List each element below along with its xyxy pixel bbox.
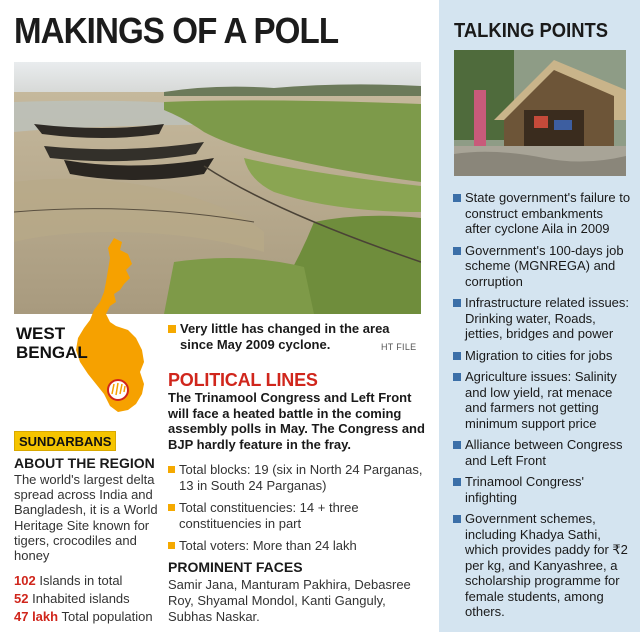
list-item-text: Total voters: More than 24 lakh: [179, 538, 357, 553]
about-text: The world's largest delta spread across India and Bangladesh, it is a World Heritage Site known for tigers, crocodiles and honey: [14, 472, 158, 564]
list-item-text: Government schemes, including Khadya Sathi, which provides paddy for ₹2 per kg, and Kanyashree, a scholarship programme for female students, among others.: [465, 511, 628, 619]
state-label: [16, 324, 88, 362]
stat-label: Inhabited islands: [32, 591, 130, 606]
stat-label: Islands in total: [39, 573, 123, 588]
list-item: [452, 437, 632, 468]
stat-row: [14, 590, 153, 608]
page-title: MAKINGS OF A POLL: [14, 10, 339, 51]
photo-caption-text: Very little has changed in the area since May 2009 cyclone.: [180, 321, 390, 352]
political-intro: The Trinamool Congress and Left Front will face a heated battle in the coming assembly polls in May. The Congress and BJP hardly feature in the fray.: [168, 390, 425, 452]
side-photo: [454, 50, 626, 176]
list-item-text: Agriculture issues: Salinity and low yield, rat menace and farmers not getting minimum support price: [465, 369, 617, 431]
list-item-text: Government's 100-days job scheme (MGNREGA) and corruption: [465, 242, 624, 289]
bullet-square-icon: [168, 504, 175, 511]
stat-row: [14, 572, 153, 590]
bullet-square-icon: [453, 299, 461, 307]
stat-value: 52: [14, 591, 29, 606]
list-item-text: Total blocks: 19 (six in North 24 Parganas, 13 in South 24 Parganas): [179, 462, 423, 493]
list-item: [168, 462, 428, 494]
list-item-text: State government's failure to construct embankments after cyclone Aila in 2009: [465, 190, 631, 236]
state-label-line1: WEST: [16, 324, 66, 343]
faces-text: Samir Jana, Manturam Pakhira, Debasree Roy, Shyamal Mondol, Kanti Ganguly, Subhas Naskar.: [168, 577, 411, 624]
list-item: [452, 295, 632, 342]
list-item: [452, 190, 632, 237]
bullet-square-icon: [453, 441, 461, 449]
list-item: [452, 474, 632, 505]
talking-points-list: [452, 190, 632, 626]
list-item: [452, 369, 632, 431]
region-badge: SUNDARBANS: [14, 431, 116, 451]
bullet-square-icon: [168, 325, 176, 333]
state-label-line2: BENGAL: [16, 343, 88, 362]
bullet-square-icon: [168, 466, 175, 473]
stat-value: 102: [14, 573, 36, 588]
list-item: [452, 511, 632, 620]
political-list: [168, 462, 428, 560]
political-heading: POLITICAL LINES: [168, 370, 318, 390]
bullet-square-icon: [453, 194, 461, 202]
bullet-square-icon: [453, 373, 461, 381]
talking-points-heading: TALKING POINTS: [454, 20, 609, 42]
list-item-text: Alliance between Congress and Left Front: [465, 437, 623, 468]
list-item-text: Infrastructure related issues: Drinking water, Roads, jetties, bridges and power: [465, 295, 630, 341]
list-item: [168, 500, 428, 532]
list-item-text: Migration to cities for jobs: [465, 347, 613, 363]
bullet-square-icon: [453, 352, 461, 360]
list-item: [168, 538, 428, 554]
region-stats: [14, 572, 153, 626]
stat-label: Total population: [61, 609, 153, 624]
photo-credit: HT FILE: [381, 342, 417, 352]
stat-value: 47 lakh: [14, 609, 59, 624]
stat-row: [14, 608, 153, 626]
list-item: [452, 348, 632, 364]
about-heading: ABOUT THE REGION: [14, 455, 155, 471]
bullet-square-icon: [453, 247, 461, 255]
damaged-hut-image: [454, 50, 626, 176]
faces-heading: PROMINENT FACES: [168, 559, 303, 575]
list-item-text: Trinamool Congress' infighting: [465, 474, 585, 505]
bullet-square-icon: [453, 515, 461, 523]
bullet-square-icon: [453, 478, 461, 486]
bullet-square-icon: [168, 542, 175, 549]
list-item: [452, 243, 632, 290]
list-item-text: Total constituencies: 14 + three constituencies in part: [179, 500, 359, 531]
